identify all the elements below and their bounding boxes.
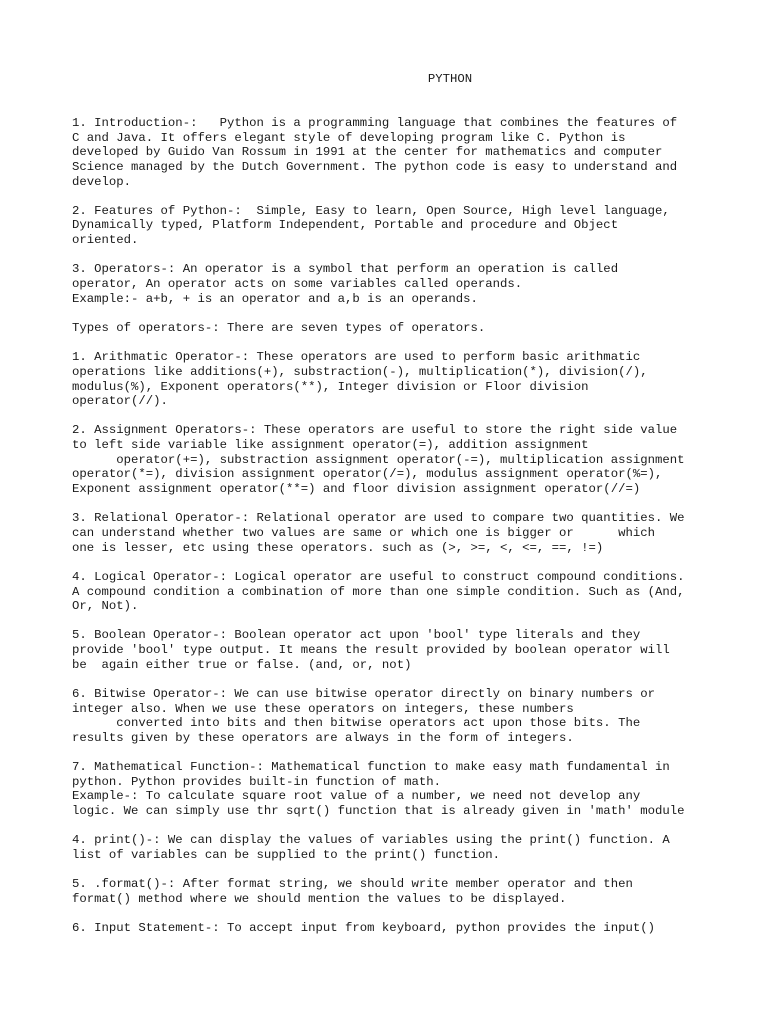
paragraph-boolean-operator [72,628,722,672]
text-line: Science managed by the Dutch Government. The python code is easy to understand and [72,159,678,174]
document-body [72,116,722,951]
text-line: provide 'bool' type output. It means the result provided by boolean operator will [72,643,670,658]
text-line: 6. Input Statement-: To accept input from keyboard, python provides the input() [72,921,655,936]
paragraph-operators [72,262,722,306]
text-line: list of variables can be supplied to the print() function. [72,848,501,863]
text-line: 1. Introduction-: Python is a programming language that combines the features of [72,116,678,130]
text-line: 5. Boolean Operator-: Boolean operator act upon 'bool' type literals and they [72,628,641,643]
paragraph-types-of-operators [72,321,722,336]
text-line: Exponent assignment operator(**=) and floor division assignment operator(//=) [72,482,641,497]
text-line: C and Java. It offers elegant style of developing program like C. Python is [72,130,626,145]
text-line: 3. Operators-: An operator is a symbol that perform an operation is called [72,262,619,277]
text-line: Example-: To calculate square root value of a number, we need not develop any [72,789,641,804]
text-line: logic. We can simply use thr sqrt() function that is already given in 'math' module [72,804,685,819]
text-line: Example:- a+b, + is an operator and a,b is an operands. [72,291,478,306]
text-line: results given by these operators are always in the form of integers. [72,730,574,745]
text-line: to left side variable like assignment operator(=), addition assignment [72,438,589,453]
text-line: developed by Guido Van Rossum in 1991 at the center for mathematics and computer [72,145,663,160]
text-line: python. Python provides built-in function of math. [72,774,441,789]
paragraph-introduction [72,116,722,189]
text-line: 6. Bitwise Operator-: We can use bitwise operator directly on binary numbers or [72,686,655,701]
paragraph-features [72,204,722,248]
text-line: 4. print()-: We can display the values of variables using the print() function. A [72,833,670,848]
paragraph-assignment-operators [72,423,722,496]
text-line: can understand whether two values are same or which one is bigger or which [72,525,655,540]
text-line: operator(*=), division assignment operator(/=), modulus assignment operator(%=), [72,467,663,482]
text-line: 3. Relational Operator-: Relational operator are used to compare two quantities. We [72,511,685,526]
text-line: format() method where we should mention the values to be displayed. [72,891,567,906]
paragraph-mathematical-function [72,760,722,819]
paragraph-bitwise-operator [72,687,722,746]
text-line: be again either true or false. (and, or, not) [72,657,412,672]
text-line: operator, An operator acts on some variables called operands. [72,277,523,292]
paragraph-logical-operator [72,570,722,614]
text-line: develop. [72,174,132,189]
text-line: Dynamically typed, Platform Independent, Portable and procedure and Object [72,218,619,233]
text-line: modulus(%), Exponent operators(**), Integer division or Floor division [72,379,589,394]
text-line: 4. Logical Operator-: Logical operator are useful to construct compound conditions. [72,569,685,584]
text-line: 7. Mathematical Function-: Mathematical function to make easy math fundamental in [72,760,670,775]
paragraph-arithmatic-operator [72,350,722,409]
text-line: operator(//). [72,394,168,409]
paragraph-print-function [72,833,722,862]
text-line: 2. Features of Python-: Simple, Easy to learn, Open Source, High level language, [72,203,670,218]
text-line: operator(+=), substraction assignment operator(-=), multiplication assignment [72,452,685,467]
text-line: Types of operators-: There are seven types of operators. [72,320,486,335]
text-line: integer also. When we use these operators on integers, these numbers [72,701,574,716]
page-title: PYTHON [427,72,473,86]
text-line: 2. Assignment Operators-: These operators are useful to store the right side value [72,423,678,438]
text-line: one is lesser, etc using these operators. such as (>, >=, <, <=, ==, !=) [72,540,604,555]
text-line: converted into bits and then bitwise operators act upon those bits. The [72,716,641,731]
text-line: Or, Not). [72,599,139,614]
paragraph-relational-operator [72,511,722,555]
text-line: operations like additions(+), substraction(-), multiplication(*), division(/), [72,364,648,379]
text-line: oriented. [72,233,139,248]
text-line: 5. .format()-: After format string, we should write member operator and then [72,877,633,892]
text-line: A compound condition a combination of more than one simple condition. Such as (And, [72,584,685,599]
text-line: 1. Arithmatic Operator-: These operators are used to perform basic arithmatic [72,350,641,365]
paragraph-input-statement [72,921,722,936]
paragraph-format-method [72,877,722,906]
